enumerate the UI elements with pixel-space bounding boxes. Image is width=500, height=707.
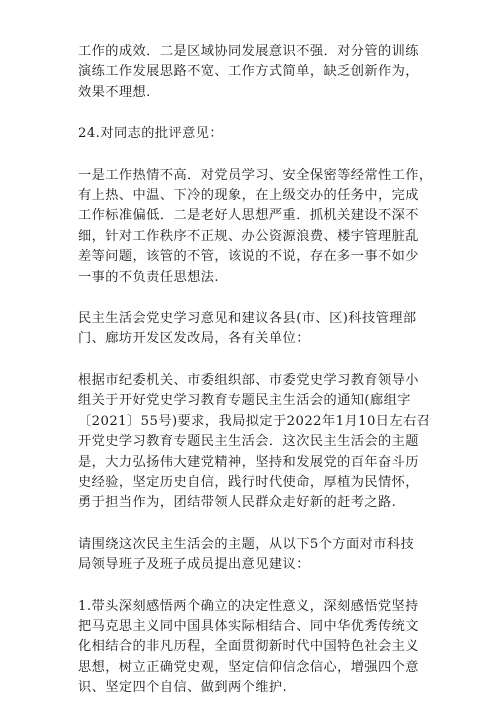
text-line: 民主生活会党史学习意见和建议各县(市、区)科技管理部 — [78, 311, 417, 327]
text-line: 根据市纪委机关、市委组织部、市委党史学习教育领导小 — [78, 372, 419, 388]
text-line: 开党史学习教育专题民主生活会．这次民主生活会的主题 — [78, 434, 419, 450]
text-line: 演练工作发展思路不宽、工作方式简单，缺乏创新作为， — [78, 64, 419, 80]
text-line: 把马克思主义同中国具体实际相结合、同中华优秀传统文 — [78, 618, 419, 634]
text-line: 细，针对工作秩序不正规、办公资源浪费、楼宇管理脏乱 — [78, 228, 419, 244]
paragraph-gap — [78, 288, 428, 309]
paragraph-notice — [78, 371, 431, 514]
text-line: 史经验，坚定历史自信，践行时代使命，厚植为民情怀， — [78, 474, 419, 490]
text-line: 工作的成效．二是区域协同发展意识不强．对分管的训练 — [78, 44, 419, 59]
document-page — [78, 42, 433, 699]
paragraph-item-1 — [78, 597, 428, 699]
paragraph-addressees — [78, 309, 428, 350]
text-line: 组关于开好党史学习教育专题民主生活会的通知(廊组字 — [78, 393, 411, 409]
text-line: 差等问题，该管的不管，该说的不说，存在多一事不如少 — [78, 249, 419, 265]
text-line: 思想，树立正确党史观，坚定信仰信念信心，增强四个意 — [78, 659, 419, 675]
text-line: 一是工作热情不高．对党员学习、安全保密等经常性工作， — [78, 167, 433, 183]
text-line: 门、廊坊开发区发改局，各有关单位： — [78, 331, 310, 347]
paragraph-gap — [78, 514, 428, 535]
text-line: 效果不理想. — [78, 84, 151, 100]
paragraph-gap — [78, 576, 428, 597]
text-line: 请围绕这次民主生活会的主题，从以下5个方面对市科技 — [78, 536, 415, 552]
text-line: 1.带头深刻感悟两个确立的决定性意义，深刻感悟党坚持 — [78, 598, 419, 614]
text-line: 24.对同志的批评意见： — [78, 126, 224, 142]
text-line: 一事的不负责任思想法. — [78, 269, 220, 285]
text-line: 工作标准偏低．二是老好人思想严重．抓机关建设不深不 — [78, 208, 419, 224]
paragraph-gap — [78, 103, 428, 124]
text-line: 勇于担当作为，团结带领人民群众走好新的赶考之路. — [78, 495, 397, 511]
paragraph-request — [78, 535, 428, 576]
paragraph-criticism — [78, 166, 433, 288]
text-line: 有上热、中温、下冷的现象，在上级交办的任务中，完成 — [78, 188, 419, 204]
text-line: 化相结合的非凡历程，全面贯彻新时代中国特色社会主义 — [78, 639, 419, 655]
text-line: 是，大力弘扬伟大建党精神，坚持和发展党的百年奋斗历 — [78, 454, 419, 470]
text-line: 局领导班子及班子成员提出意见建议： — [78, 557, 310, 573]
text-line: 〔2021〕55号)要求，我局拟定于2022年1月10日左右召 — [78, 413, 431, 429]
paragraph-gap — [78, 350, 428, 371]
paragraph-gap — [78, 145, 428, 166]
section-heading-24 — [78, 124, 428, 144]
paragraph-work-effect — [78, 42, 428, 103]
text-line: 识、坚定四个自信、做到两个维护. — [78, 680, 288, 696]
